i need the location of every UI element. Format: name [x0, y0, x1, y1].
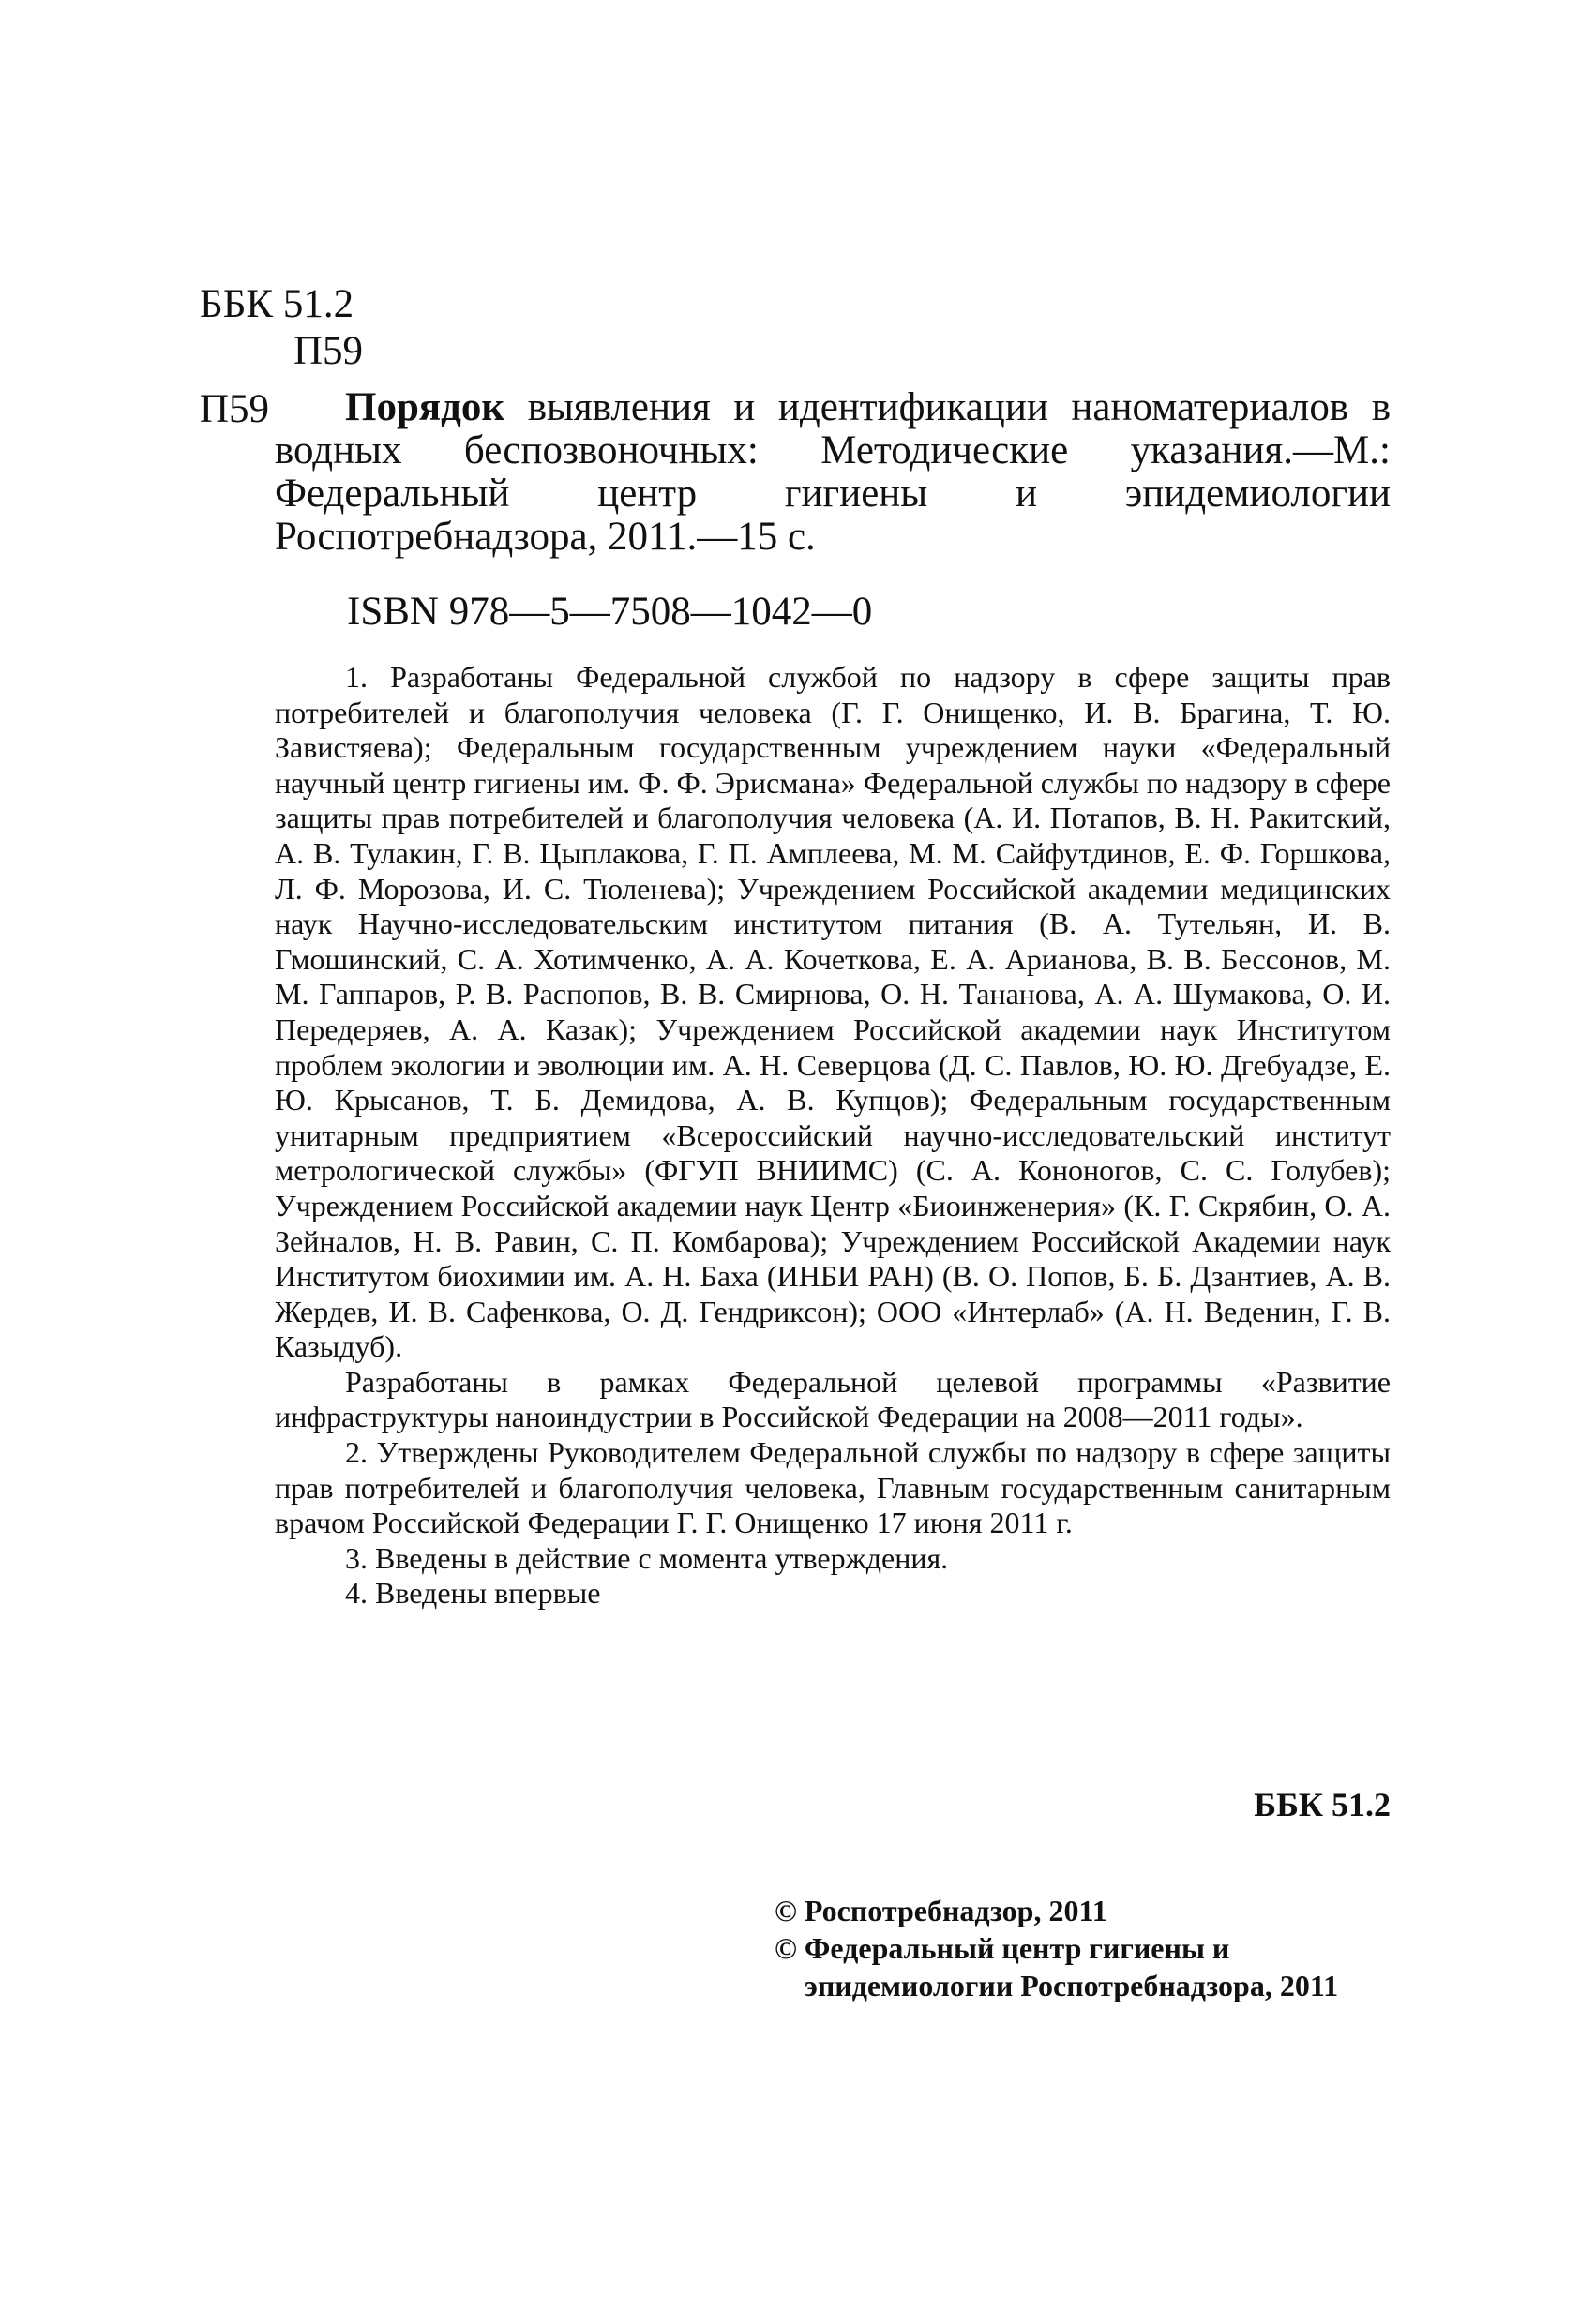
isbn: ISBN 978—5—7508—1042—0: [347, 590, 873, 634]
author-mark-entry: П59: [200, 387, 270, 431]
bibliographic-entry: [275, 386, 1391, 559]
entry-description: выявления и идентификации наноматериалов в водных беспозвоночных: Методические указания.—М.: Федеральный центр гигиены и эпидемиологии Роспотребнадзора, 2011.—15 с.: [275, 385, 1391, 559]
paragraph-approved: 2. Утверждены Руководителем Федеральной службы по надзору в сфере защиты прав потребителей и благополучия человека, Главным государственным санитарным врачом Российской Федерации Г. Г. Онищенко 17 июня 2011 г.: [275, 1435, 1391, 1540]
copyright-line-3: эпидемиологии Роспотребнадзора, 2011: [805, 1969, 1339, 2002]
paragraph-program: Разработаны в рамках Федеральной целевой программы «Развитие инфраструктуры наноиндустрии в Российской Федерации на 2008—2011 годы».: [275, 1364, 1391, 1434]
entry-title: Порядок: [345, 385, 505, 429]
paragraph-first: 4. Введены впервые: [345, 1576, 601, 1611]
copyright-line-1: © Роспотребнадзор, 2011: [775, 1894, 1107, 1927]
copyright-block: [775, 1892, 1338, 2004]
copyright-line-2: © Федеральный центр гигиены и: [775, 1931, 1230, 1965]
body-text: [275, 660, 1391, 1612]
bbk-code: ББК 51.2: [200, 282, 354, 326]
paragraph-developers: 1. Разработаны Федеральной службой по надзору в сфере защиты прав потребителей и благополучия человека (Г. Г. Онищенко, И. В. Брагина, Т. Ю. Завистяева); Федеральным государственным учреждением науки «Федеральный научный центр гигиены им. Ф. Ф. Эрисмана» Федеральной службы по надзору в сфере защиты прав потребителей и благополучия человека (А. И. Потапов, В. Н. Ракитский, А. В. Тулакин, Г. В. Цыплакова, Г. П. Амплеева, М. М. Сайфутдинов, Е. Ф. Горшкова, Л. Ф. Морозова, И. С. Тюленева); Учреждением Российской академии медицинских наук Научно-исследовательским институтом питания (В. А. Тутельян, И. В. Гмошинский, С. А. Хотимченко, А. А. Кочеткова, Е. А. Арианова, В. В. Бессонов, М. М. Гаппаров, Р. В. Распопов, В. В. Смирнова, О. Н. Тананова, А. А. Шумакова, О. И. Передеряев, А. А. Казак); Учреждением Российской академии наук Институтом проблем экологии и эволюции им. А. Н. Северцова (Д. С. Павлов, Ю. Ю. Дгебуадзе, Е. Ю. Крысанов, Т. Б. Демидова, А. В. Купцов); Федеральным государственным унитарным предприятием «Всероссийский научно-исследовательский институт метрологической службы» (ФГУП ВНИИМС) (С. А. Кононогов, С. С. Голубев); Учреждением Российской академии наук Центр «Биоинженерия» (К. Г. Скрябин, О. А. Зейналов, Н. В. Равин, С. П. Комбарова); Учреждением Российской Академии наук Институтом биохимии им. А. Н. Баха (ИНБИ РАН) (В. О. Попов, Б. Б. Дзантиев, А. В. Жердев, И. В. Сафенкова, О. Д. Гендриксон); ООО «Интерлаб» (А. Н. Веденин, Г. В. Казыдуб).: [275, 660, 1391, 1364]
author-mark: П59: [293, 329, 364, 373]
paragraph-effective: 3. Введены в действие с момента утверждения.: [345, 1540, 949, 1575]
bbk-code-right: ББК 51.2: [1254, 1786, 1391, 1823]
